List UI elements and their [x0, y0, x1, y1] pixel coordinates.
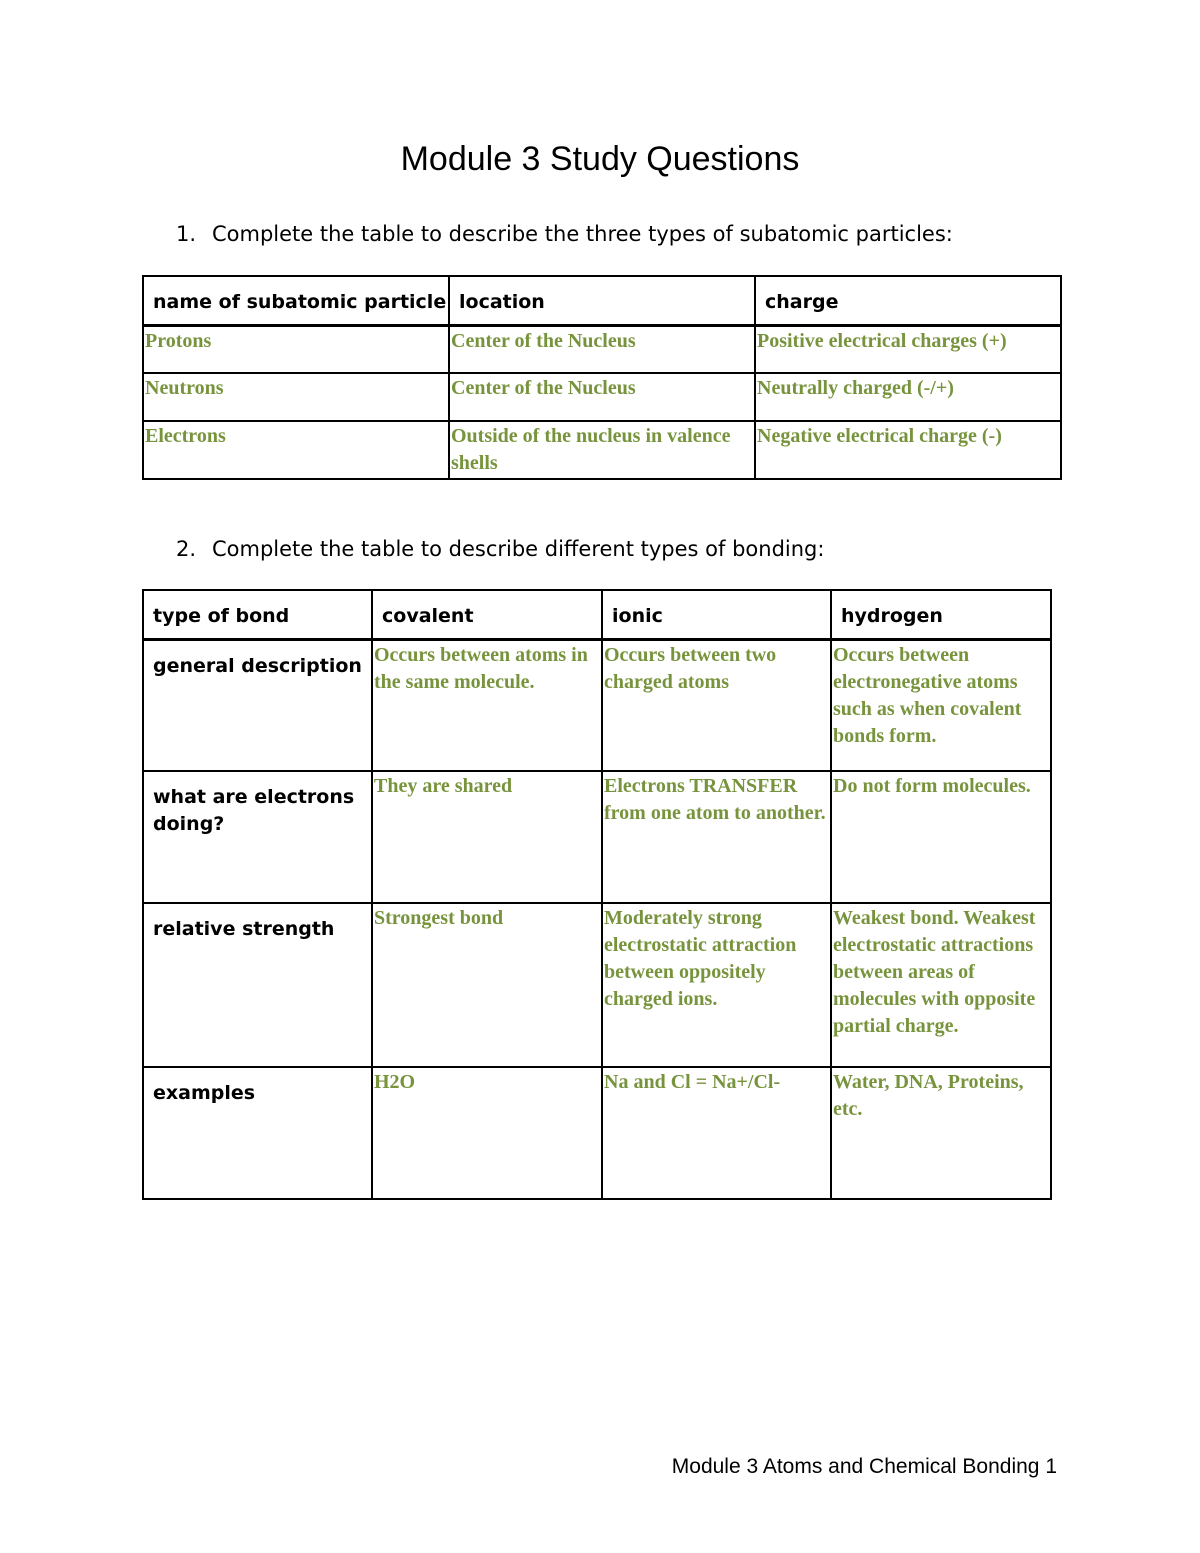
hydrogen-cell: Weakest bond. Weakest electrostatic attractions between areas of molecules with opposite partial charge. [831, 903, 1051, 1067]
particle-name-cell: Protons [143, 325, 449, 373]
covalent-cell: Occurs between atoms in the same molecule. [372, 639, 602, 771]
hydrogen-cell: Water, DNA, Proteins, etc. [831, 1067, 1051, 1199]
page-title: Module 3 Study Questions [400, 140, 800, 178]
row-label-cell: general description [143, 639, 372, 771]
question-1-text: Complete the table to describe the three types of subatomic particles: [212, 222, 953, 246]
header-cell: location [449, 276, 755, 325]
table-row [143, 771, 1051, 903]
ionic-cell: Moderately strong electrostatic attraction between oppositely charged ions. [602, 903, 831, 1067]
header-cell: name of subatomic particle [143, 276, 449, 325]
table-row [143, 1067, 1051, 1199]
covalent-cell: Strongest bond [372, 903, 602, 1067]
header-cell: covalent [372, 590, 602, 639]
location-cell: Center of the Nucleus [449, 373, 755, 421]
row-label-cell: what are electrons doing? [143, 771, 372, 903]
table-header-row [143, 590, 1051, 639]
header-cell: hydrogen [831, 590, 1051, 639]
covalent-cell: They are shared [372, 771, 602, 903]
header-cell: charge [755, 276, 1061, 325]
row-label-cell: relative strength [143, 903, 372, 1067]
table-row [143, 421, 1061, 479]
charge-cell: Positive electrical charges (+) [755, 325, 1061, 373]
particle-name-cell: Electrons [143, 421, 449, 479]
covalent-cell: H2O [372, 1067, 602, 1199]
bonding-types-table [142, 589, 1052, 1200]
table-row [143, 639, 1051, 771]
table-header-row [143, 276, 1061, 325]
ionic-cell: Occurs between two charged atoms [602, 639, 831, 771]
table-row [143, 325, 1061, 373]
hydrogen-cell: Do not form molecules. [831, 771, 1051, 903]
table-row [143, 903, 1051, 1067]
hydrogen-cell: Occurs between electronegative atoms such as when covalent bonds form. [831, 639, 1051, 771]
charge-cell: Negative electrical charge (-) [755, 421, 1061, 479]
question-2-text: Complete the table to describe different types of bonding: [212, 537, 825, 561]
page-footer: Module 3 Atoms and Chemical Bonding 1 [671, 1455, 1057, 1478]
question-1-number: 1. [176, 222, 197, 246]
location-cell: Outside of the nucleus in valence shells [449, 421, 755, 479]
table-row [143, 373, 1061, 421]
location-cell: Center of the Nucleus [449, 325, 755, 373]
ionic-cell: Na and Cl = Na+/Cl- [602, 1067, 831, 1199]
question-2 [176, 537, 824, 561]
ionic-cell: Electrons TRANSFER from one atom to another. [602, 771, 831, 903]
question-1 [176, 222, 953, 246]
header-cell: type of bond [143, 590, 372, 639]
charge-cell: Neutrally charged (-/+) [755, 373, 1061, 421]
particle-name-cell: Neutrons [143, 373, 449, 421]
header-cell: ionic [602, 590, 831, 639]
subatomic-particles-table [142, 275, 1062, 480]
row-label-cell: examples [143, 1067, 372, 1199]
question-2-number: 2. [176, 537, 197, 561]
